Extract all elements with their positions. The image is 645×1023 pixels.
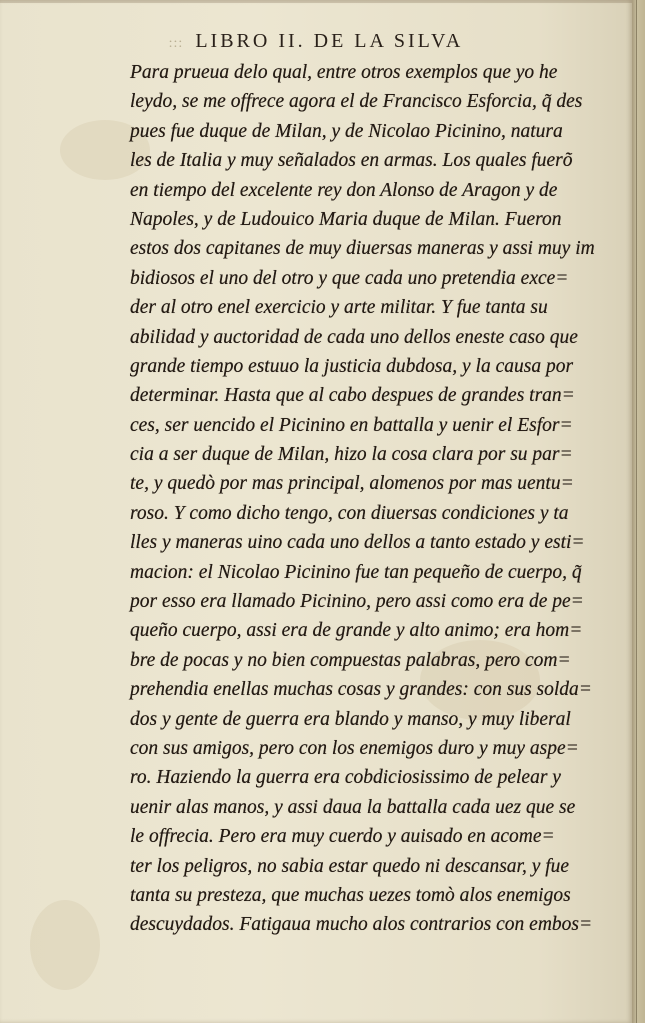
header-title: LIBRO II. DE LA SILVA xyxy=(195,30,464,52)
text-line: con sus amigos, pero con los enemigos duro y muy aspe= xyxy=(130,737,579,759)
text-line: determinar. Hasta que al cabo despues de grandes tran= xyxy=(130,385,575,407)
text-line: roso. Y como dicho tengo, con diuersas condiciones y ta xyxy=(130,502,569,524)
text-line: Para prueua delo qual, entre otros exemplos que yo he xyxy=(130,62,558,83)
text-line: prehendia enellas muchas cosas y grandes: con sus solda= xyxy=(130,679,592,701)
text-line: estos dos capitanes de muy diuersas maneras y assi muy im xyxy=(130,238,595,260)
page-edge xyxy=(632,0,645,1023)
text-line: pues fue duque de Milan, y de Nicolao Picinino, natura xyxy=(130,120,563,142)
text-line: grande tiempo estuuo la justicia dubdosa, y la causa por xyxy=(130,355,574,377)
text-line: cia a ser duque de Milan, hizo la cosa clara por su par= xyxy=(130,444,573,466)
text-line: le offrecia. Pero era muy cuerdo y auisado en acome= xyxy=(130,826,555,848)
text-line: macion: el Nicolao Picinino fue tan pequeño de cuerpo, q̃ xyxy=(130,561,582,583)
text-line: uenir alas manos, y assi daua la battalla cada uez que se xyxy=(130,796,576,818)
text-line: ces, ser uencido el Picinino en battalla y uenir el Esfor= xyxy=(130,414,573,436)
text-line: Napoles, y de Ludouico Maria duque de Milan. Fueron xyxy=(130,208,562,230)
text-line: descuydados. Fatigaua mucho alos contrarios con embos= xyxy=(130,914,593,936)
text-line: por esso era llamado Picinino, pero assi como era de pe= xyxy=(130,591,584,613)
text-line: queño cuerpo, assi era de grande y alto animo; era hom= xyxy=(130,620,583,642)
text-line: tanta su presteza, que muchas uezes tomò alos enemigos xyxy=(130,884,571,906)
body-text xyxy=(130,58,610,940)
text-line: dos y gente de guerra era blando y manso, y muy liberal xyxy=(130,708,571,730)
paper-stain xyxy=(30,900,100,990)
text-line: bidiosos el uno del otro y que cada uno pretendia exce= xyxy=(130,267,569,289)
text-line: der al otro enel exercicio y arte militar. Y fue tanta su xyxy=(130,297,548,319)
text-line: lles y maneras uino cada uno dellos a tanto estado y esti= xyxy=(130,532,585,554)
running-header xyxy=(0,30,632,53)
top-edge-shadow xyxy=(0,0,632,3)
text-line: te, y quedò por mas principal, alomenos por mas uentu= xyxy=(130,473,574,495)
text-line: ro. Haziendo la guerra era cobdiciosissimo de pelear y xyxy=(130,767,561,789)
text-line: ter los peligros, no sabia estar quedo ni descansar, y fue xyxy=(130,855,570,877)
header-ornament: ::: xyxy=(168,36,184,51)
text-line: bre de pocas y no bien compuestas palabras, pero com= xyxy=(130,649,571,671)
text-line: leydo, se me offrece agora el de Francisco Esforcia, q̃ des xyxy=(130,91,583,113)
text-line: les de Italia y muy señalados en armas. Los quales fuerõ xyxy=(130,150,573,172)
text-line: en tiempo del excelente rey don Alonso de Aragon y de xyxy=(130,179,558,201)
text-line: abilidad y auctoridad de cada uno dellos eneste caso que xyxy=(130,326,578,348)
